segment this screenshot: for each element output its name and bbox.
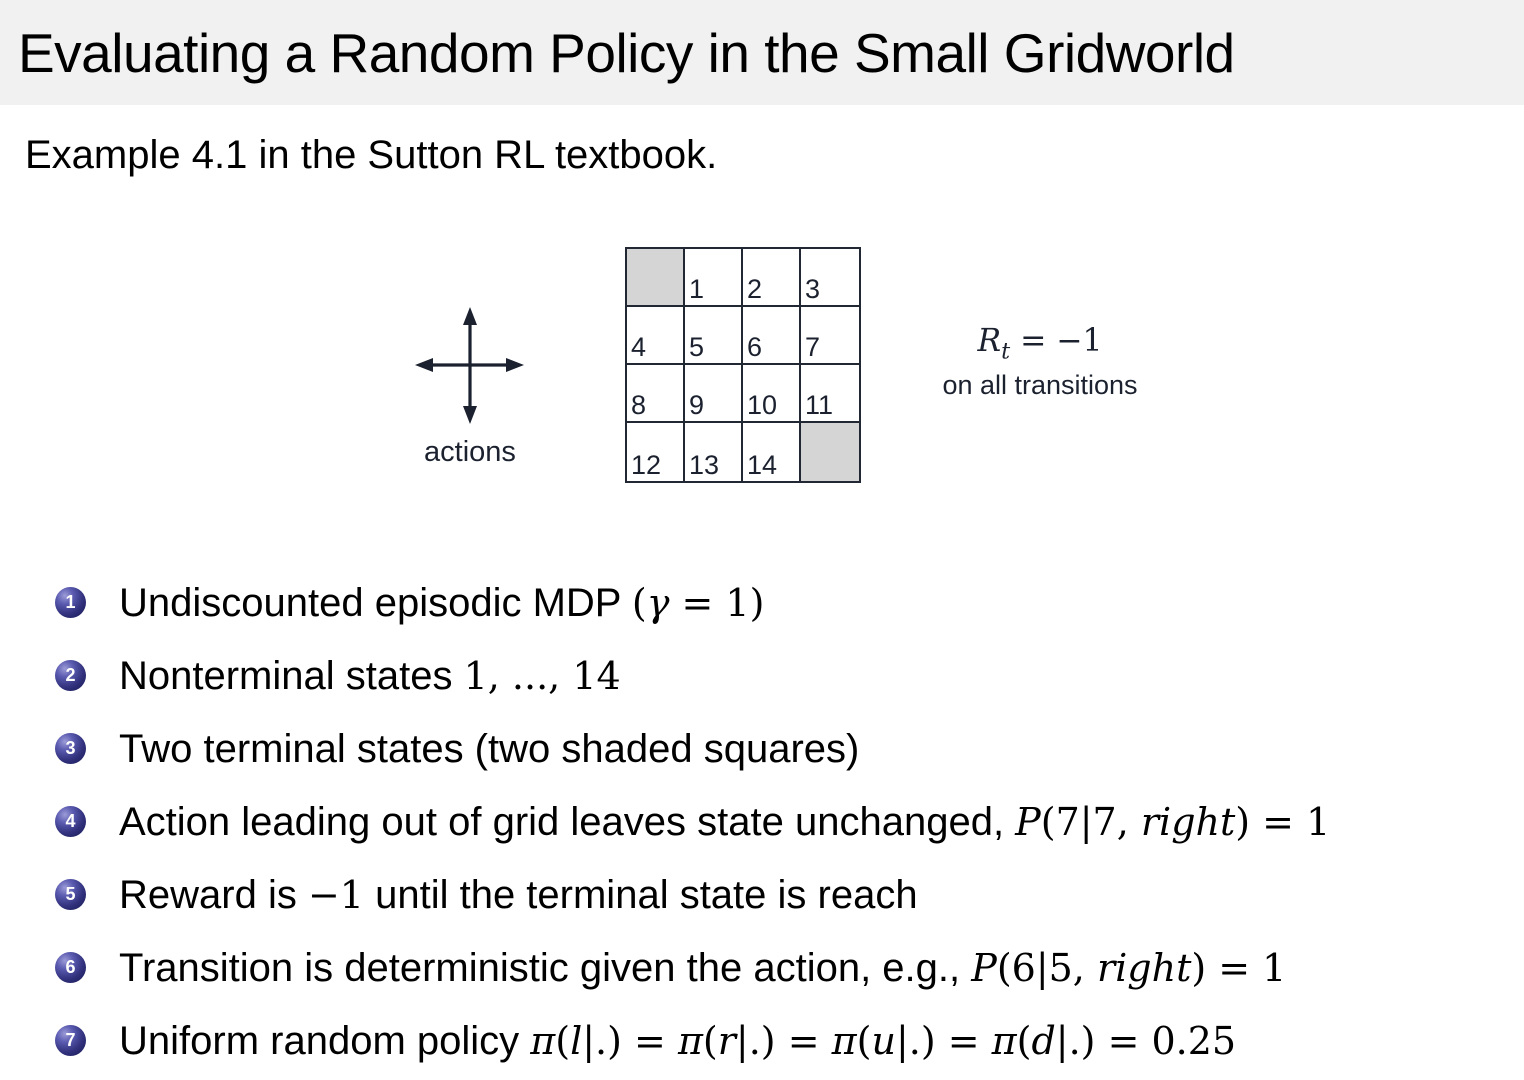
- grid-state-cell: [627, 423, 685, 481]
- item-number-badge: 6: [55, 952, 86, 983]
- grid-state-cell: [685, 365, 743, 423]
- grid-state-number: 5: [689, 332, 705, 362]
- grid-state-number: 14: [747, 450, 778, 480]
- item-text: Transition is deterministic given the action, e.g., P(6|5, right) = 1: [119, 945, 1287, 990]
- reward-caption: on all transitions: [942, 369, 1138, 400]
- item-text: Two terminal states (two shaded squares): [119, 726, 860, 771]
- grid-state-number: 12: [631, 450, 662, 480]
- item-text: Nonterminal states 1, ..., 14: [119, 653, 621, 698]
- item-text: Action leading out of grid leaves state unchanged, P(7|7, right) = 1: [119, 799, 1331, 844]
- title-bar: [0, 0, 1524, 105]
- reward-annotation: [890, 320, 1190, 401]
- grid-state-cell: [801, 249, 859, 307]
- grid-state-cell: [801, 365, 859, 423]
- item-number-badge: 3: [55, 733, 86, 764]
- reward-value: = −1: [1010, 323, 1103, 359]
- list-item: [55, 785, 1515, 858]
- item-text: Undiscounted episodic MDP (γ = 1): [119, 580, 765, 625]
- item-number-badge: 2: [55, 660, 86, 691]
- grid-state-number: 3: [805, 274, 821, 304]
- grid-state-cell: [743, 249, 801, 307]
- actions-cross-icon: [410, 303, 530, 428]
- list-item: [55, 1004, 1515, 1077]
- grid-state-cell: [743, 307, 801, 365]
- list-item: [55, 931, 1515, 1004]
- grid-state-number: 10: [747, 390, 778, 420]
- item-text: Reward is −1 until the terminal state is reach: [119, 872, 918, 917]
- actions-label: actions: [424, 436, 516, 468]
- reward-subscript: t: [1001, 338, 1011, 365]
- grid-state-cell: [685, 249, 743, 307]
- reward-symbol: R: [977, 323, 1002, 359]
- grid-state-cell: [743, 365, 801, 423]
- list-item: [55, 566, 1515, 639]
- page-title: Evaluating a Random Policy in the Small Gridworld: [18, 21, 1235, 84]
- grid-state-cell: [627, 307, 685, 365]
- subtitle: Example 4.1 in the Sutton RL textbook.: [25, 133, 718, 177]
- grid-state-number: 8: [631, 390, 647, 420]
- grid-state-number: 2: [747, 274, 763, 304]
- grid-state-number: 1: [689, 274, 705, 304]
- grid-state-number: 4: [631, 332, 647, 362]
- item-number-badge: 5: [55, 879, 86, 910]
- terminal-state-cell: [801, 423, 859, 481]
- grid-state-number: 13: [689, 450, 720, 480]
- grid-state-number: 6: [747, 332, 763, 362]
- item-list: [55, 566, 1515, 1077]
- item-text: Uniform random policy π(l|.) = π(r|.) = π(u|.) = π(d|.) = 0.25: [119, 1018, 1237, 1063]
- item-number-badge: 7: [55, 1025, 86, 1056]
- list-item: [55, 639, 1515, 712]
- grid-state-cell: [685, 423, 743, 481]
- grid-state-cell: [627, 365, 685, 423]
- item-number-badge: 4: [55, 806, 86, 837]
- grid-state-cell: [801, 307, 859, 365]
- grid-state-number: 9: [689, 390, 705, 420]
- terminal-state-cell: [627, 249, 685, 307]
- grid-state-cell: [685, 307, 743, 365]
- grid-state-number: 7: [805, 332, 821, 362]
- grid-state-cell: [743, 423, 801, 481]
- actions-figure: [408, 303, 532, 469]
- item-number-badge: 1: [55, 587, 86, 618]
- grid-state-number: 11: [805, 390, 834, 420]
- gridworld-grid: [625, 247, 861, 483]
- list-item: [55, 712, 1515, 785]
- reward-formula: [890, 320, 1190, 365]
- list-item: [55, 858, 1515, 931]
